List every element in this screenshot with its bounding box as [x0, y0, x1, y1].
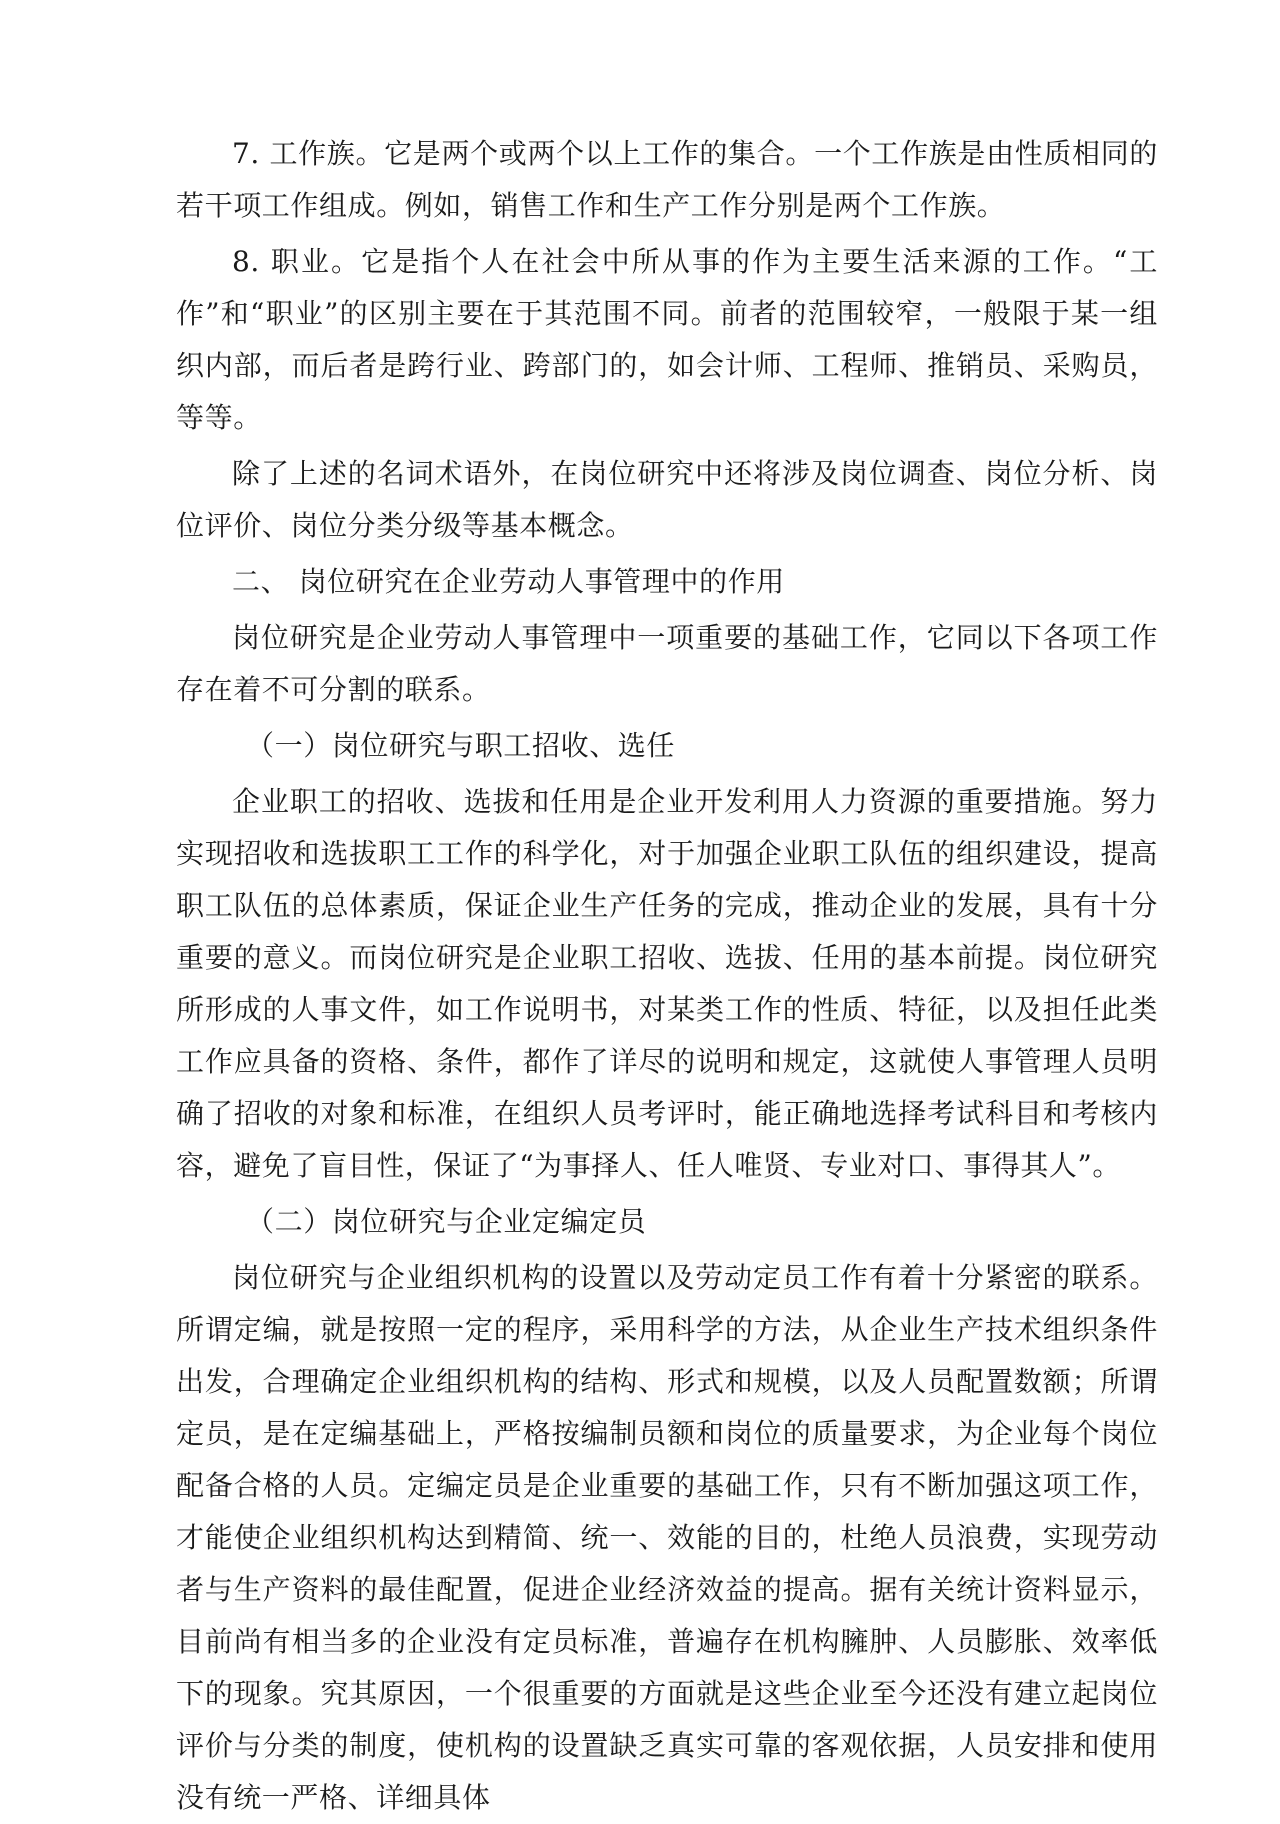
- paragraph-recruitment: 企业职工的招收、选拔和任用是企业开发利用人力资源的重要措施。努力实现招收和选拔职工工作的科学化，对于加强企业职工队伍的组织建设，提高职工队伍的总体素质，保证企业生产任务的完成，推动企业的发展，具有十分重要的意义。而岗位研究是企业职工招收、选拔、任用的基本前提。岗位研究所形成的人事文件，如工作说明书，对某类工作的性质、特征，以及担任此类工作应具备的资格、条件，都作了详尽的说明和规定，这就使人事管理人员明确了招收的对象和标准，在组织人员考评时，能正确地选择考试科目和考核内容，避免了盲目性，保证了“为事择人、任人唯贤、专业对口、事得其人”。: [176, 785, 1158, 1182]
- paragraph-basic-concepts: 除了上述的名词术语外，在岗位研究中还将涉及岗位调查、岗位分析、岗位评价、岗位分类分级等基本概念。: [176, 457, 1158, 542]
- paragraph-role-intro: 岗位研究是企业劳动人事管理中一项重要的基础工作，它同以下各项工作存在着不可分割的联系。: [176, 621, 1158, 706]
- paragraph-staffing: 岗位研究与企业组织机构的设置以及劳动定员工作有着十分紧密的联系。所谓定编，就是按照一定的程序，采用科学的方法，从企业生产技术组织条件出发，合理确定企业组织机构的结构、形式和规模，以及人员配置数额；所谓定员，是在定编基础上，严格按编制员额和岗位的质量要求，为企业每个岗位配备合格的人员。定编定员是企业重要的基础工作，只有不断加强这项工作，才能使企业组织机构达到精简、统一、效能的目的，杜绝人员浪费，实现劳动者与生产资料的最佳配置，促进企业经济效益的提高。据有关统计资料显示，目前尚有相当多的企业没有定员标准，普遍存在机构臃肿、人员膨胀、效率低下的现象。究其原因，一个很重要的方面就是这些企业至今还没有建立起岗位评价与分类的制度，使机构的设置缺乏真实可靠的客观依据，人员安排和使用没有统一严格、详细具体: [176, 1261, 1158, 1814]
- paragraph-work-family: 7. 工作族。它是两个或两个以上工作的集合。一个工作族是由性质相同的若干项工作组成。例如，销售工作和生产工作分别是两个工作族。: [176, 137, 1158, 222]
- subsection-heading-staffing: （二）岗位研究与企业定编定员: [246, 1205, 647, 1238]
- subsection-heading-recruitment: （一）岗位研究与职工招收、选任: [246, 729, 676, 762]
- document-body: [176, 128, 1158, 1824]
- section-heading-role: 二、 岗位研究在企业劳动人事管理中的作用: [232, 565, 785, 598]
- paragraph-occupation: 8. 职业。它是指个人在社会中所从事的作为主要生活来源的工作。“工作”和“职业”的区别主要在于其范围不同。前者的范围较窄，一般限于某一组织内部，而后者是跨行业、跨部门的，如会计师、工程师、推销员、采购员，等等。: [176, 245, 1158, 434]
